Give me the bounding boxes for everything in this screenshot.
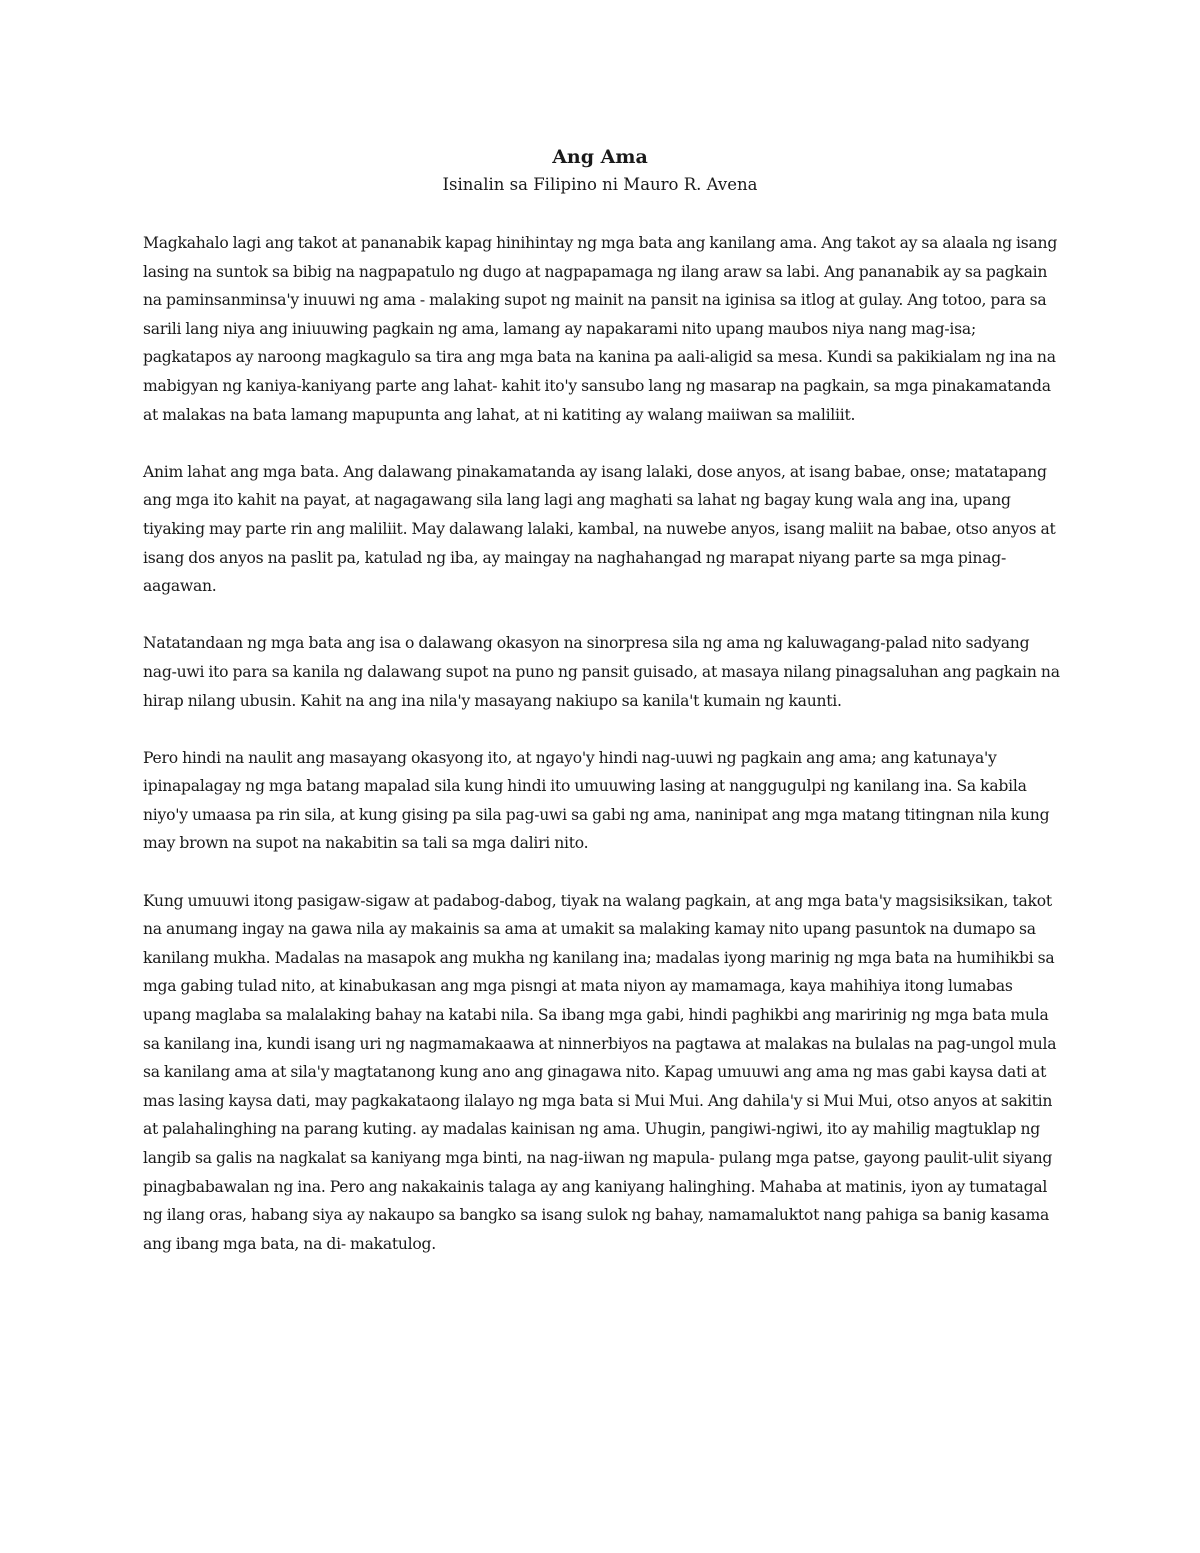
document-subtitle: Isinalin sa Filipino ni Mauro R. Avena: [442, 175, 758, 194]
document-body: [143, 229, 1063, 1287]
paragraph-2: Anim lahat ang mga bata. Ang dalawang pinakamatanda ay isang lalaki, dose anyos, at isang babae, onse; matatapang ang mga ito kahit na payat, at nagagawang sila lang lagi ang maghati sa lahat ng bagay kung wala ang ina, upang tiyaking may parte rin ang maliliit. May dalawang lalaki, kambal, na nuwebe anyos, isang maliit na babae, otso anyos at isang dos anyos na paslit pa, katulad ng iba, ay maingay na naghahangad ng marapat niyang parte sa mga pinag-aagawan.: [143, 462, 1056, 596]
paragraph-1: Magkahalo lagi ang takot at pananabik kapag hinihintay ng mga bata ang kanilang ama. Ang takot ay sa alaala ng isang lasing na suntok sa bibig na nagpapatulo ng dugo at nagpapamaga ng ilang araw sa labi. Ang pananabik ay sa pagkain na paminsanminsa'y inuuwi ng ama - malaking supot ng mainit na pansit na iginisa sa itlog at gulay. Ang totoo, para sa sarili lang niya ang iniuuwing pagkain ng ama, lamang ay napakarami nito upang maubos niya nang mag-isa; pagkatapos ay naroong magkagulo sa tira ang mga bata na kanina pa aali-aligid sa mesa. Kundi sa pakikialam ng ina na mabigyan ng kaniya-kaniyang parte ang lahat- kahit ito'y sansubo lang ng masarap na pagkain, sa mga pinakamatanda at malakas na bata lamang mapupunta ang lahat, at ni katiting ay walang maiiwan sa maliliit.: [143, 234, 1058, 424]
document-title: Ang Ama: [552, 146, 648, 168]
paragraph-3: Natatandaan ng mga bata ang isa o dalawang okasyon na sinorpresa sila ng ama ng kaluwagang-palad nito sadyang nag-uwi ito para sa kanila ng dalawang supot na puno ng pansit guisado, at masaya nilang pinagsaluhan ang pagkain na hirap nilang ubusin. Kahit na ang ina nila'y masayang nakiupo sa kanila't kumain ng kaunti.: [143, 634, 1060, 710]
paragraph-5: Kung umuuwi itong pasigaw-sigaw at padabog-dabog, tiyak na walang pagkain, at ang mga bata'y magsisiksikan, takot na anumang ingay na gawa nila ay makainis sa ama at umakit sa malaking kamay nito upang pasuntok na dumapo sa kanilang mukha. Madalas na masapok ang mukha ng kanilang ina; madalas iyong marinig ng mga bata na humihikbi sa mga gabing tulad nito, at kinabukasan ang mga pisngi at mata niyon ay mamamaga, kaya mahihiya itong lumabas upang maglaba sa malalaking bahay na katabi nila. Sa ibang mga gabi, hindi paghikbi ang maririnig ng mga bata mula sa kanilang ina, kundi isang uri ng nagmamakaawa at ninnerbiyos na pagtawa at malakas na bulalas na pag-ungol mula sa kanilang ama at sila'y magtatanong kung ano ang ginagawa nito. Kapag umuuwi ang ama ng mas gabi kaysa dati at mas lasing kaysa dati, may pagkakataong ilalayo ng mga bata si Mui Mui. Ang dahila'y si Mui Mui, otso anyos at sakitin at palahalinghing na parang kuting. ay madalas kainisan ng ama. Uhugin, pangiwi-ngiwi, ito ay mahilig magtuklap ng langib sa galis na nagkalat sa kaniyang mga binti, na nag-iiwan ng mapula- pulang mga patse, gayong paulit-ulit siyang pinagbabawalan ng ina. Pero ang nakakainis talaga ay ang kaniyang halinghing. Mahaba at matinis, iyon ay tumatagal ng ilang oras, habang siya ay nakaupo sa bangko sa isang sulok ng bahay, namamaluktot nang pahiga sa banig kasama ang ibang mga bata, na di- makatulog.: [143, 891, 1057, 1253]
document-header: [143, 143, 1057, 199]
paragraph-4: Pero hindi na naulit ang masayang okasyong ito, at ngayo'y hindi nag-uuwi ng pagkain ang ama; ang katunaya'y ipinapalagay ng mga batang mapalad sila kung hindi ito umuuwing lasing at nanggugulpi ng kanilang ina. Sa kabila niyo'y umaasa pa rin sila, at kung gising pa sila pag-uwi sa gabi ng ama, naninipat ang mga matang titingnan nila kung may brown na supot na nakabitin sa tali sa mga daliri nito.: [143, 748, 1050, 853]
